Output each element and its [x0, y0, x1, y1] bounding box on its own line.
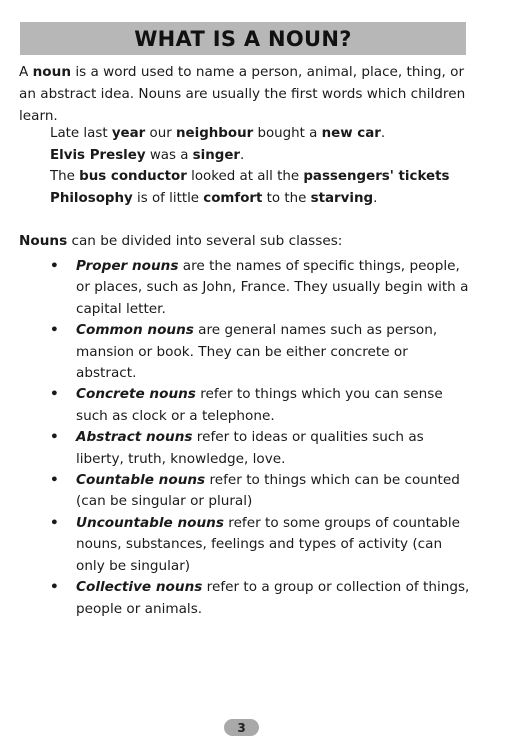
example-text: The	[50, 169, 80, 184]
example-noun: year	[111, 126, 146, 141]
noun-class-term: Concrete nouns	[76, 386, 196, 403]
noun-class-term: Common nouns	[76, 322, 194, 339]
example-text: is of little	[132, 190, 204, 206]
example-noun: singer	[192, 147, 241, 163]
subclasses-intro	[19, 230, 342, 252]
list-item	[0, 513, 490, 577]
example-noun: Elvis Presley	[50, 147, 146, 163]
noun-classes-list	[0, 256, 490, 620]
bullet-icon: •	[50, 429, 59, 446]
example-sentence	[50, 188, 480, 210]
subclasses-intro-rest: can be divided into several sub classes:	[67, 233, 343, 249]
list-item	[0, 470, 490, 513]
intro-text-rest: is a word used to name a person, animal, place, thing, or an abstract idea. Nouns are usually the first words which children learn.	[19, 64, 466, 124]
example-noun: comfort	[203, 190, 263, 206]
example-text: bought a	[253, 126, 322, 141]
noun-class-term: Proper nouns	[76, 258, 179, 274]
example-text: to the	[262, 190, 311, 206]
noun-class-term: Abstract nouns	[76, 429, 193, 446]
example-text: our	[145, 126, 176, 141]
example-sentence	[50, 145, 480, 167]
example-noun: bus conductor	[79, 169, 187, 184]
intro-paragraph	[19, 61, 479, 127]
bullet-icon: •	[50, 579, 59, 596]
example-text: Late last	[50, 126, 112, 141]
example-sentence	[50, 123, 480, 145]
bullet-icon: •	[50, 386, 59, 403]
noun-class-term: Uncountable nouns	[76, 514, 224, 531]
title-bar	[20, 22, 466, 55]
page-number-badge	[224, 719, 259, 736]
bullet-icon: •	[50, 514, 59, 531]
intro-noun-term: noun	[32, 64, 71, 80]
noun-class-description: are general names such as person, mansion or book. They can be either concrete or abstract.	[76, 322, 438, 382]
intro-text-start: A	[19, 64, 33, 80]
list-item	[0, 256, 490, 320]
example-noun: Philosophy	[50, 190, 133, 206]
noun-class-term: Collective nouns	[76, 579, 203, 596]
list-item	[0, 577, 490, 620]
page-title: WHAT IS A NOUN?	[134, 26, 352, 51]
subclasses-intro-term: Nouns	[19, 233, 68, 249]
example-noun: starving	[310, 190, 374, 206]
noun-class-description: refer to a group or collection of things, people or animals.	[76, 579, 470, 617]
example-sentence	[50, 166, 480, 188]
example-text: .	[380, 126, 386, 141]
list-item	[0, 427, 490, 470]
example-text: .	[240, 147, 245, 163]
noun-class-term: Countable nouns	[76, 472, 206, 489]
example-noun: new car	[321, 126, 381, 141]
example-text: .	[373, 190, 378, 206]
example-sentences	[50, 123, 480, 209]
bullet-icon: •	[50, 258, 59, 274]
example-text: looked at all the	[186, 169, 304, 184]
list-item	[0, 384, 490, 427]
noun-class-description: refer to things which can be counted (can be singular or plural)	[76, 472, 460, 510]
noun-class-description: refer to things which you can sense such as clock or a telephone.	[76, 386, 443, 424]
noun-class-description: are the names of specific things, people, or places, such as John, France. They usually begin with a capital letter.	[76, 258, 469, 317]
example-noun: passengers' tickets	[303, 169, 450, 184]
page-number: 3	[237, 720, 246, 735]
example-noun: neighbour	[175, 126, 254, 141]
example-text: was a	[145, 147, 193, 163]
noun-class-description: refer to ideas or qualities such as liberty, truth, knowledge, love.	[76, 429, 424, 467]
bullet-icon: •	[50, 472, 59, 489]
noun-class-description: refer to some groups of countable nouns, substances, feelings and types of activity (can only be singular)	[76, 514, 461, 574]
bullet-icon: •	[50, 322, 59, 339]
list-item	[0, 320, 490, 384]
